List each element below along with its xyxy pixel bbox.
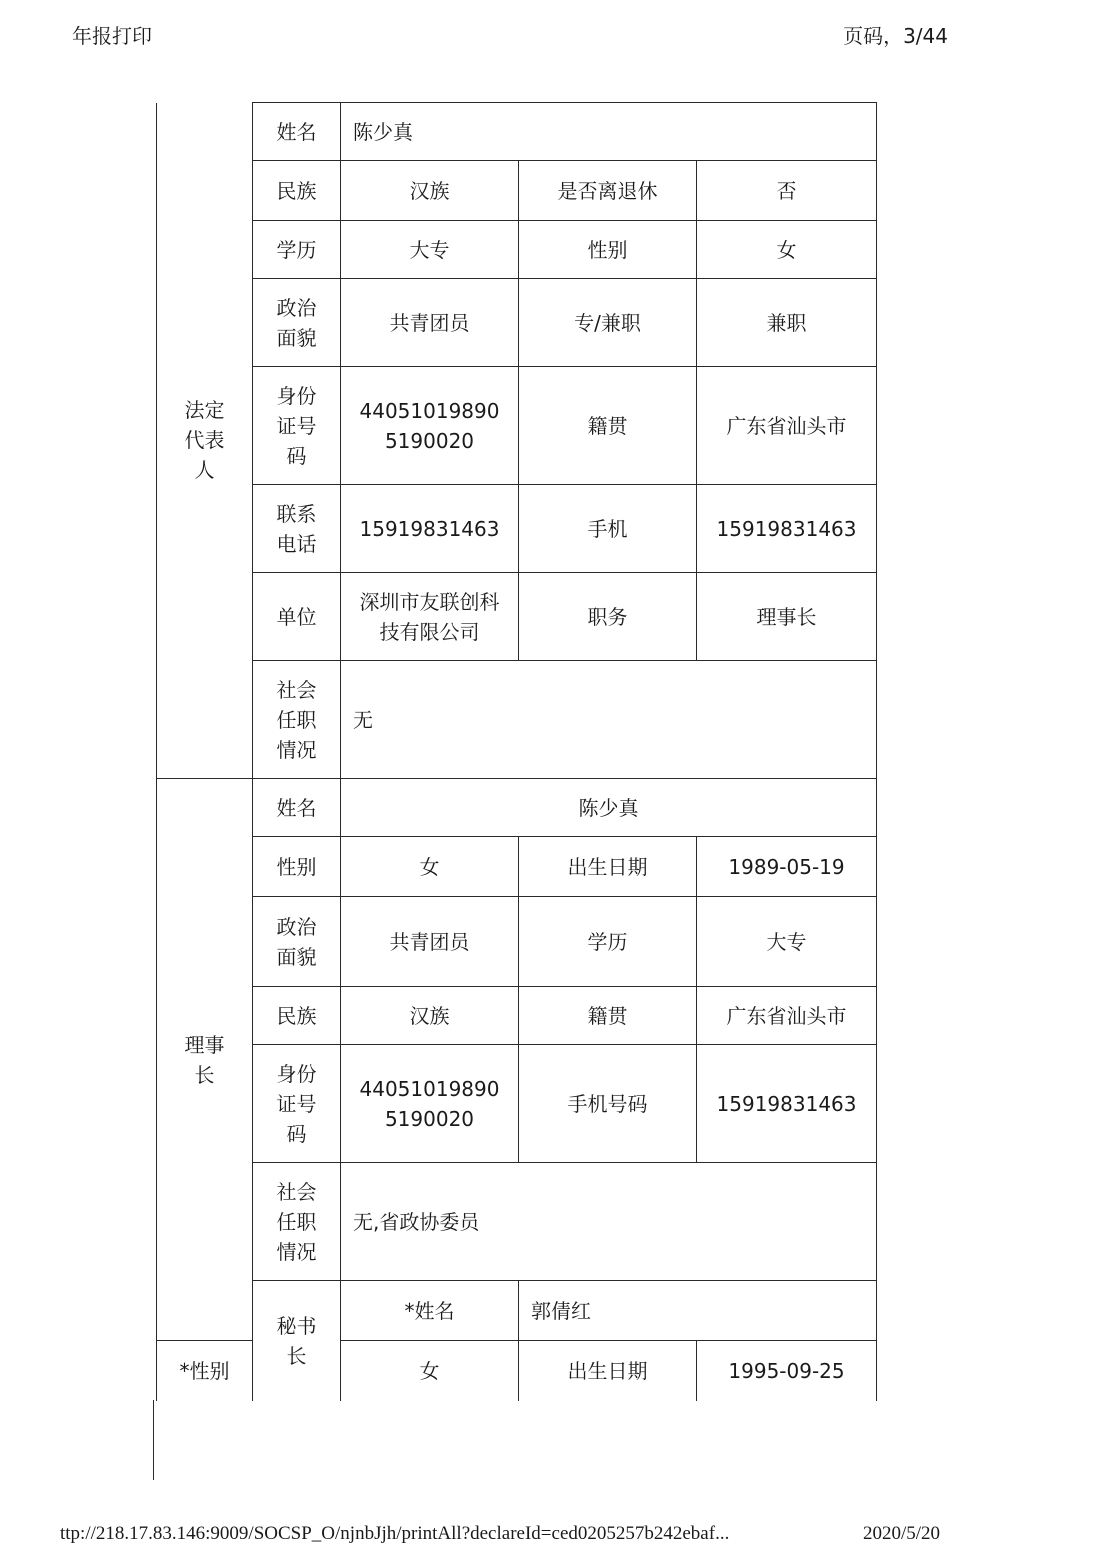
legal-rep-social: 无 [341,661,877,779]
label-unit: 单位 [253,573,341,661]
chairman-ethnic: 汉族 [341,987,519,1045]
section-chairman: 理事长 [157,779,253,1341]
label-mobile: 手机 [519,485,697,573]
label-social: 社会任职情况 [253,661,341,779]
personnel-table [156,102,877,1401]
label-post: 职务 [519,573,697,661]
legal-rep-gender: 女 [697,221,877,279]
legal-rep-edu: 大专 [341,221,519,279]
legal-rep-fulltime: 兼职 [697,279,877,367]
label-origin: 籍贯 [519,367,697,485]
secretary-gender: 女 [341,1341,519,1401]
chairman-political: 共青团员 [341,897,519,987]
footer-url: ttp://218.17.83.146:9009/SOCSP_O/njnbJjh/printAll?declareId=ced0205257b242ebaf... [60,1523,730,1544]
legal-rep-mobile: 15919831463 [697,485,877,573]
chairman-edu: 大专 [697,897,877,987]
legal-rep-retired: 否 [697,161,877,221]
section-secretary: 秘书长 [253,1281,341,1401]
legal-rep-phone: 15919831463 [341,485,519,573]
legal-rep-origin: 广东省汕头市 [697,367,877,485]
section-legal-rep: 法定代表人 [157,103,253,779]
chairman-origin: 广东省汕头市 [697,987,877,1045]
label-gender: 性别 [253,837,341,897]
label-id: 身份证号码 [253,1045,341,1163]
page-rule-line [153,1400,154,1480]
chairman-mobile: 15919831463 [697,1045,877,1163]
label-birth: 出生日期 [519,837,697,897]
label-origin: 籍贯 [519,987,697,1045]
label-edu: 学历 [519,897,697,987]
label-social: 社会任职情况 [253,1163,341,1281]
label-political: 政治面貌 [253,897,341,987]
print-title: 年报打印 [72,24,152,48]
legal-rep-name: 陈少真 [341,103,877,161]
label-edu: 学历 [253,221,341,279]
secretary-birth: 1995-09-25 [697,1341,877,1401]
label-political: 政治面貌 [253,279,341,367]
secretary-name: 郭倩红 [519,1281,877,1341]
label-name: 姓名 [253,779,341,837]
report-sheet [156,102,876,1401]
legal-rep-id: 440510198905190020 [341,367,519,485]
label-gender: *性别 [157,1341,253,1401]
chairman-social: 无,省政协委员 [341,1163,877,1281]
label-ethnic: 民族 [253,987,341,1045]
label-phone: 联系电话 [253,485,341,573]
legal-rep-unit: 深圳市友联创科技有限公司 [341,573,519,661]
page-number: 页码，3/44 [843,24,948,48]
legal-rep-political: 共青团员 [341,279,519,367]
label-retired: 是否离退休 [519,161,697,221]
label-gender: 性别 [519,221,697,279]
chairman-name: 陈少真 [341,779,877,837]
label-fulltime: 专/兼职 [519,279,697,367]
chairman-id: 440510198905190020 [341,1045,519,1163]
label-name: *姓名 [341,1281,519,1341]
label-birth: 出生日期 [519,1341,697,1401]
chairman-gender: 女 [341,837,519,897]
footer-date: 2020/5/20 [862,1523,940,1544]
label-mobile: 手机号码 [519,1045,697,1163]
legal-rep-ethnic: 汉族 [341,161,519,221]
label-name: 姓名 [253,103,341,161]
label-id: 身份证号码 [253,367,341,485]
legal-rep-post: 理事长 [697,573,877,661]
label-ethnic: 民族 [253,161,341,221]
chairman-birth: 1989-05-19 [697,837,877,897]
